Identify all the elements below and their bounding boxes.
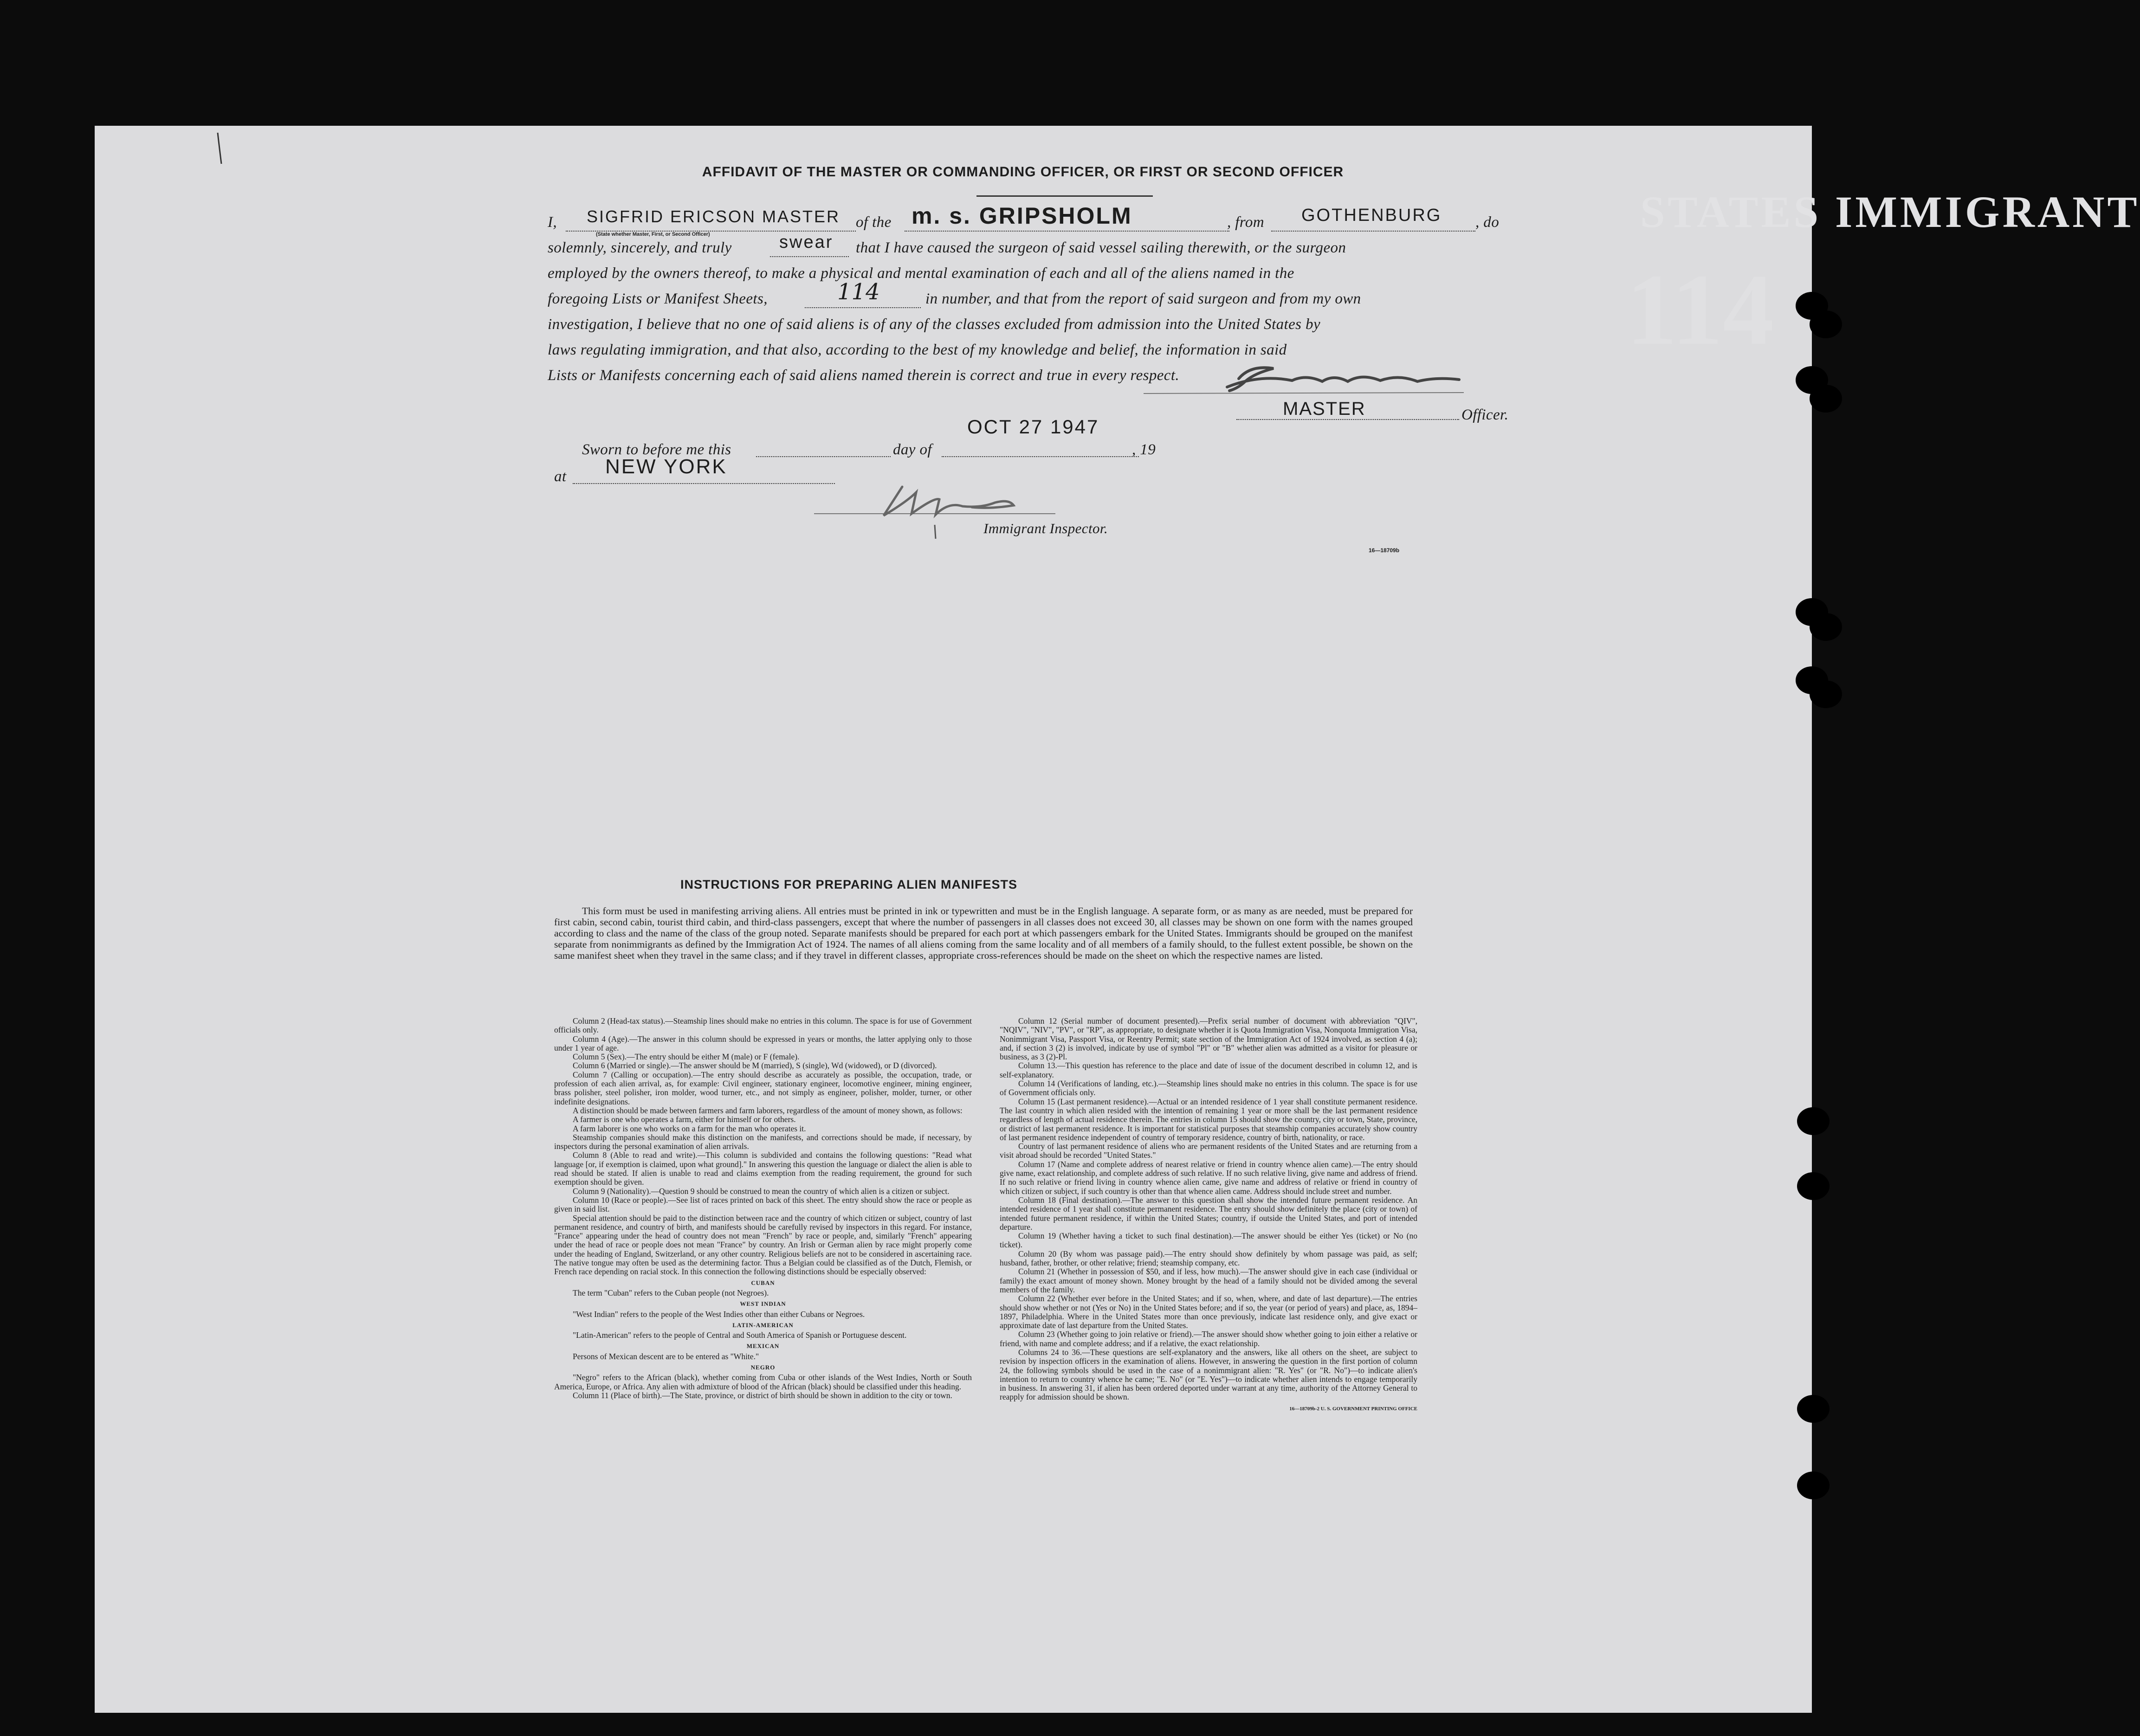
latin-american-definition: "Latin-American" refers to the people of Central and South America of Spanish or Portuguese descent. bbox=[573, 1330, 907, 1340]
officer-label: Officer. bbox=[1461, 407, 1509, 423]
oath-rule bbox=[770, 256, 849, 257]
punch-hole bbox=[1810, 385, 1842, 413]
col17-instruction: Column 17 (Name and complete address of nearest relative or friend in country whence alien came).—The entry should give name, exact relationship, and complete address of such relative. If no such relative living, give name and address of friend. If no such relative or friend living in country whence alien came, give name and address of relative or friend in country of which citizen or subject, if such country is other than that whence alien came. Address should include street and number. bbox=[1000, 1159, 1417, 1196]
master-name-field: SIGFRID ERICSON MASTER bbox=[587, 207, 840, 226]
heading-cuban: CUBAN bbox=[751, 1279, 775, 1286]
affidavit-line1-prefix: I, bbox=[548, 214, 557, 231]
officer-rank-field: MASTER bbox=[1283, 399, 1366, 419]
col23-instruction: Column 23 (Whether going to join relative or friend).—The answer should show whether going to join either a relative or friend, with name and complete address; and if a relative, the exact relationship. bbox=[1000, 1329, 1417, 1348]
affidavit-line4-prefix: foregoing Lists or Manifest Sheets, bbox=[548, 290, 768, 307]
affidavit-of-the: of the bbox=[856, 214, 892, 231]
col14-instruction: Column 14 (Verifications of landing, etc.).—Steamship lines should make no entries in this column. The space is for use of Government officials only. bbox=[1000, 1079, 1417, 1097]
col13-instruction: Column 13.—This question has reference to the place and date of issue of the document described in column 12, and is self-explanatory. bbox=[1000, 1061, 1417, 1079]
sworn-date-stamp: OCT 27 1947 bbox=[967, 416, 1099, 438]
heading-mexican: MEXICAN bbox=[746, 1342, 780, 1350]
sworn-month-rule bbox=[942, 456, 1139, 457]
affidavit-do-label: , do bbox=[1475, 214, 1500, 231]
col9-instruction: Column 9 (Nationality).—Question 9 should be construed to mean the country of which alien is a citizen or subject. bbox=[573, 1186, 950, 1196]
at-label: at bbox=[554, 468, 567, 485]
title-hint: (State whether Master, First, or Second Officer) bbox=[596, 232, 710, 237]
col7-instruction: Column 7 (Calling or occupation).—The entry should describe as accurately as possible, the occupation, trade, or profession of each alien arrival, as, for example: Civil engineer, stationary engineer, locomotive engineer, mining engineer, brass polisher, steel polisher, iron molder, wood turner, etc., and not simply as engineer, polisher, molder, turner, or other indefinite designations. bbox=[554, 1070, 972, 1106]
manifest-page bbox=[95, 126, 2140, 1713]
vessel-rule bbox=[905, 231, 1229, 232]
port-rule bbox=[1271, 231, 1475, 232]
officer-signature bbox=[1139, 360, 1473, 402]
col4-instruction: Column 4 (Age).—The answer in this column should be expressed in years or months, the latter applying only to those under 1 year of age. bbox=[554, 1034, 972, 1052]
instructions-right-column bbox=[1000, 1017, 1417, 1413]
sworn-prefix: Sworn to before me this bbox=[582, 441, 731, 458]
inspector-label: Immigrant Inspector. bbox=[983, 520, 1108, 536]
heading-west-indian: WEST INDIAN bbox=[740, 1300, 786, 1308]
heading-negro: NEGRO bbox=[750, 1363, 776, 1371]
mexican-definition: Persons of Mexican descent are to be entered as "White." bbox=[573, 1351, 759, 1361]
col15-instruction: Column 15 (Last permanent residence).—Actual or an intended residence of 1 year shall constitute permanent residence. The last country in which alien resided with the intention of remaining 1 year or more shall be the last permanent residence regardless of length of actual residence therein. The entries in column 15 should show the country, city or town, State, province, or district of last permanent residence. It is important for statistical purposes that steamship companies accurately show country of last permanent residence independent of country of temporary residence, country of birth, nationality, or race. bbox=[1000, 1097, 1417, 1142]
year-prefix: , 19 bbox=[1132, 441, 1156, 458]
col2-instruction: Column 2 (Head-tax status).—Steamship lines should make no entries in this column. The space is for use of Government officials only. bbox=[554, 1016, 972, 1035]
punch-hole bbox=[1810, 680, 1842, 708]
title-rule bbox=[976, 195, 1153, 197]
place-rule bbox=[573, 483, 835, 484]
col19-instruction: Column 19 (Whether having a ticket to such final destination).—The answer should be either Yes (ticket) or No (no ticket). bbox=[1000, 1231, 1417, 1250]
officer-rule bbox=[1236, 419, 1459, 420]
bleed-through-header: STATES IMMIGRANT bbox=[1640, 187, 2140, 237]
heading-latin-american: LATIN-AMERICAN bbox=[732, 1321, 794, 1329]
col22-instruction: Column 22 (Whether ever before in the United States; and if so, when, where, and date of last departure).—The entries should show whether or not (Yes or No) in the United States before; and if so, the year (or period of years) and place, as, 1894–1897, Philadelphia. Where in the United States more than once previously, indicate last residence only, and give exact or approximate date of last departure from the United States. bbox=[1000, 1294, 1417, 1330]
col18-instruction: Column 18 (Final destination).—The answer to this question shall show the intended future permanent residence. An intended residence of 1 year shall constitute permanent residence. The entry should show definitely the place (city or town) of intended future permanent residence, if within the United States; country, if outside the United States, and port of intended departure. bbox=[1000, 1195, 1417, 1232]
col11-instruction: Column 11 (Place of birth).—The State, province, or district of birth should be shown in addition to the city or town. bbox=[573, 1390, 952, 1400]
instructions-left-column bbox=[554, 1017, 972, 1400]
vessel-name-field: m. s. GRIPSHOLM bbox=[912, 203, 1132, 229]
punch-hole bbox=[1797, 1172, 1830, 1200]
departure-port-field: GOTHENBURG bbox=[1301, 206, 1442, 225]
instructions-title: INSTRUCTIONS FOR PREPARING ALIEN MANIFESTS bbox=[680, 878, 1018, 891]
affidavit-title: AFFIDAVIT OF THE MASTER OR COMMANDING OFFICER, OR FIRST OR SECOND OFFICER bbox=[702, 164, 1344, 180]
printing-office-footer: 16—18709b-2 U. S. GOVERNMENT PRINTING OFFICE bbox=[1289, 1406, 1417, 1412]
farmer-distinction: A distinction should be made between farmers and farm laborers, regardless of the amount of money shown, as follows: bbox=[573, 1105, 963, 1115]
col6-instruction: Column 6 (Married or single).—The answer should be M (married), S (single), Wd (widowed), or D (divorced). bbox=[573, 1061, 937, 1071]
affidavit-line4-rest: in number, and that from the report of said surgeon and from my own bbox=[925, 290, 1361, 307]
col24-36-instruction: Columns 24 to 36.—These questions are self-explanatory and the answers, like all others on the sheet, are subject to revision by inspection officers in the examination of aliens. However, in answering the question in the first portion of column 24, the following symbols should be used in the case of a nonimmigrant alien: "R. Yes" (or "R. No")—to indicate alien's intention to return to country whence he came; "E. No" (or "E. Yes")—to indicate whether alien intends to engage temporarily in business. In answering 31, if alien has been ordered deported under warrant at any time, authority of the Attorney General to reapply for admission should be shown. bbox=[1000, 1347, 1417, 1402]
affidavit-line2-prefix: solemnly, sincerely, and truly bbox=[548, 239, 732, 256]
col20-instruction: Column 20 (By whom was passage paid).—The entry should show definitely by whom passage was paid, as self; husband, father, brother, or other relative; friend; steamship company, etc. bbox=[1000, 1249, 1417, 1268]
affidavit-form-code: 16—18709b bbox=[1369, 547, 1400, 554]
negro-definition: "Negro" refers to the African (black), whether coming from Cuba or other islands of the West Indies, North or South America, Europe, or Africa. Any alien with admixture of blood of the African (black) should be classified under this heading. bbox=[554, 1373, 972, 1391]
punch-hole bbox=[1797, 1107, 1830, 1135]
affidavit-line3: employed by the owners thereof, to make a physical and mental examination of each and all of the aliens named in the bbox=[548, 265, 1294, 282]
col5-instruction: Column 5 (Sex).—The entry should be either M (male) or F (female). bbox=[573, 1052, 800, 1062]
residence-note: Country of last permanent residence of aliens who are permanent residents of the United States and are returning from a visit abroad should be recorded "United States." bbox=[1000, 1142, 1417, 1160]
punch-hole bbox=[1797, 1471, 1830, 1499]
affidavit-line2-rest: that I have caused the surgeon of said vessel sailing therewith, or the surgeon bbox=[856, 239, 1346, 256]
sworn-day-rule bbox=[756, 456, 891, 457]
pen-mark bbox=[215, 130, 225, 168]
bleed-through-number: 114 bbox=[1626, 253, 1774, 366]
sworn-place-field: NEW YORK bbox=[605, 455, 727, 478]
intro-text: This form must be used in manifesting arriving aliens. All entries must be printed in ink or typewritten and must be in the English language. A separate form, or as many as are needed, must be prepared for first cabin, second cabin, tourist third cabin, and third-class passengers, except that where the number of passengers in all classes does not exceed 30, all classes may be shown on one form with the names grouped according to class and the name of the class of the group noted. Separate manifests should be prepared for each port at which passengers embark for the United States. Immigrants should be grouped on the manifest separate from nonimmigrants as defined by the Immigration Act of 1924. The names of all aliens coming from the same locality and of all members of a family should, to the fullest extent possible, be shown on the same manifest sheet when they travel in the same class; and if they travel in different classes, appropriate cross-references should be made on the sheet on which the respective names are listed. bbox=[554, 905, 1413, 961]
punch-hole bbox=[1797, 1395, 1830, 1423]
west-indian-definition: "West Indian" refers to the people of the West Indies other than either Cubans or Negroes. bbox=[573, 1309, 865, 1319]
col12-instruction: Column 12 (Serial number of document presented).—Prefix serial number of document with abbreviation "QIV", "NQIV", "NIV", "PV", or "RP", as appropriate, to designate whether it is Quota Immigration Visa, Nonquota Immigration Visa, Nonimmigrant Visa, Passport Visa, or Reentry Permit; state section of the Immigration Act of 1924 involved, as section 4 (a); and, if section 3 (2) is involved, indicate by use of symbol "Pl" or "B" whether alien was admitted as a visitor for pleasure or business, as 3 (2)-Pl. bbox=[1000, 1016, 1417, 1062]
affidavit-line6: laws regulating immigration, and that also, according to the best of my knowledge and belief, the information in said bbox=[548, 342, 1287, 358]
col21-instruction: Column 21 (Whether in possession of $50, and if less, how much).—The answer should give in each case (individual or family) the exact amount of money shown. Money brought by the head of a family should not be divided among the several members of the family. bbox=[1000, 1267, 1417, 1294]
affidavit-line5: investigation, I believe that no one of said aliens is of any of the classes excluded from admission into the United States by bbox=[548, 316, 1320, 333]
farm-laborer-definition: A farm laborer is one who works on a farm for the man who operates it. bbox=[573, 1123, 806, 1133]
count-rule bbox=[805, 307, 921, 308]
farmer-definition: A farmer is one who operates a farm, either for himself or for others. bbox=[573, 1115, 796, 1124]
col8-instruction: Column 8 (Able to read and write).—This column is subdivided and contains the following questions: "Read what language [or, if exemption is claimed, upon what ground]." In answering this question the language or dialect the alien is able to read should be stated. If alien is unable to read and claims exemption from the reading requirement, the ground for such exemption should be given. bbox=[554, 1150, 972, 1187]
race-country-note: Special attention should be paid to the distinction between race and the country of which citizen or subject, country of last permanent residence, and country of birth, and manifests should be carefully revised by inspectors in this regard. For instance, "France" appearing under the head of country does not mean "French" by race or people, and, similarly "French" appearing under the head of race or people does not mean "France" by country. An Irish or German alien by race might properly come under the heading of England, Switzerland, or any other country. Religious beliefs are not to be considered in ascertaining race. The native tongue may often be used as the determining factor. Thus a Belgian could be classified as of the Dutch, Flemish, or French race depending on racial stock. In this connection the following distinctions should be especially observed: bbox=[554, 1213, 972, 1277]
manifest-count-field: 114 bbox=[837, 279, 880, 305]
steamship-distinction: Steamship companies should make this distinction on the manifests, and corrections should be made, if necessary, by inspectors during the personal examination of alien arrivals. bbox=[554, 1132, 972, 1151]
day-of-label: day of bbox=[893, 441, 932, 458]
affidavit-line7: Lists or Manifests concerning each of said aliens named therein is correct and true in every respect. bbox=[548, 367, 1180, 384]
affidavit-from-label: , from bbox=[1227, 214, 1265, 231]
instructions-intro bbox=[554, 905, 1413, 961]
col10-instruction: Column 10 (Race or people).—See list of races printed on back of this sheet. The entry should show the race or people as given in said list. bbox=[554, 1195, 972, 1214]
punch-hole bbox=[1810, 613, 1842, 641]
oath-field: swear bbox=[779, 232, 834, 252]
cuban-definition: The term "Cuban" refers to the Cuban people (not Negroes). bbox=[573, 1288, 769, 1297]
punch-hole bbox=[1810, 310, 1842, 338]
